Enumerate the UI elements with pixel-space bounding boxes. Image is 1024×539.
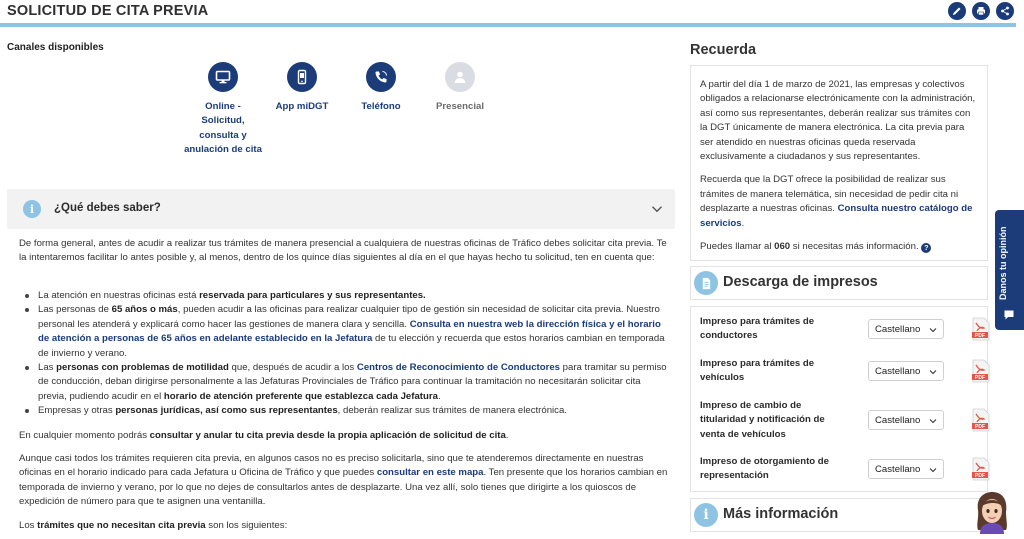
canal-app-midgt[interactable] (262, 62, 342, 114)
svg-text:PDF: PDF (975, 332, 985, 339)
que-debes-saber-accordion[interactable] (7, 189, 675, 229)
feedback-tab[interactable] (995, 210, 1024, 330)
consultar-mapa-link[interactable]: consultar en este mapa (376, 467, 484, 479)
person-icon (452, 69, 468, 85)
consultar-paragraph: En cualquier momento podrás consultar y anular tu cita previa desde la propia aplicación de solicitud de cita. (19, 430, 509, 441)
chevron-down-icon (929, 368, 937, 376)
impreso-name: Impreso de cambio de titularidad y notificación de venta de vehículos (700, 400, 825, 440)
main-content (0, 28, 680, 539)
info-icon: i (23, 200, 41, 218)
sidebar (690, 28, 990, 539)
canal-telefono-label: Teléfono (361, 101, 401, 112)
feedback-label: Danos tu opinión (998, 226, 1008, 300)
header-divider (0, 23, 1016, 27)
list-item: Las personas con problemas de motilidad que, después de acudir a los Centros de Reconocimiento de Conductores para tramitar su permiso de conducción, deban dirigirse personalmente a las Jefaturas Provinciales de Tráfico para continuar la tramitación no necesitarán solicitar cita previa, pudiendo acudir en el horario de atención preferente que establezca cada Jefatura. (19, 361, 669, 404)
page-header (0, 0, 1024, 26)
language-select[interactable]: Castellano (868, 319, 944, 339)
intro-paragraph: De forma general, antes de acudir a realizar tus trámites de manera presencial a cualquiera de nuestras oficinas de Tráfico debes solicitar cita previa. Te la intentaremos facilitar lo antes posible y, al menos, dentro de los quince días siguientes al día en el que hayas hecho tu solicitud, ten en cuenta que: (19, 238, 667, 264)
pdf-icon (970, 408, 992, 432)
edit-button[interactable] (948, 2, 966, 20)
canal-presencial-label: Presencial (435, 101, 484, 112)
print-icon (976, 6, 986, 16)
monitor-icon (215, 69, 231, 85)
pdf-icon (970, 317, 992, 341)
canal-online-label: Online - Solicitud, consulta y anulación de cita (184, 101, 262, 156)
chat-bubble-icon (1003, 309, 1015, 321)
descarga-title: Descarga de impresos (723, 274, 878, 290)
tramites-paragraph: Los trámites que no necesitan cita previa son los siguientes: (19, 520, 288, 531)
page-title: SOLICITUD DE CITA PREVIA (7, 3, 209, 19)
catalogo-servicios-link[interactable]: Consulta nuestro catálogo de servicios (700, 203, 973, 229)
recuerda-paragraph: Recuerda que la DGT ofrece la posibilidad de realizar sus trámites de manera telemática, sin necesidad de pedir cita ni desplazarte a nuestras oficinas. Consulta nuestro catálogo de servicios. (700, 174, 973, 229)
virtual-assistant-avatar[interactable] (972, 490, 1012, 534)
recuerda-paragraph: A partir del día 1 de marzo de 2021, las empresas y colectivos obligados a relacionarse electrónicamente con la administración, así como sus representantes, deberán realizar sus trámites con la DGT únicamente de manera electrónica. La cita previa para ser atendido en nuestras oficinas queda reservada exclusivamente a ciudadanos y sus representantes. (700, 79, 976, 163)
assistant-avatar-icon (972, 490, 1012, 534)
mas-informacion-title: Más información (723, 506, 839, 522)
canal-app-label: App miDGT (275, 101, 329, 112)
svg-text:PDF: PDF (975, 374, 985, 381)
canal-presencial (420, 62, 500, 114)
share-icon (1000, 6, 1010, 16)
svg-text:PDF: PDF (975, 472, 985, 479)
canal-telefono[interactable] (341, 62, 421, 114)
language-select[interactable]: Castellano (868, 459, 944, 479)
pdf-download-button[interactable] (970, 457, 992, 481)
chevron-down-icon (929, 466, 937, 474)
pdf-download-button[interactable] (970, 359, 992, 383)
recuerda-box (690, 65, 988, 261)
chevron-down-icon (929, 417, 937, 425)
accordion-title: ¿Qué debes saber? (54, 202, 161, 214)
language-select[interactable]: Castellano (868, 410, 944, 430)
impreso-name: Impreso para trámites de conductores (700, 316, 815, 342)
print-button[interactable] (972, 2, 990, 20)
descarga-header (690, 266, 988, 300)
phone-icon (373, 69, 389, 85)
info-icon: i (694, 503, 718, 527)
svg-text:PDF: PDF (975, 423, 985, 430)
pdf-icon (970, 457, 992, 481)
help-icon[interactable]: ? (921, 243, 931, 253)
list-item: Las personas de 65 años o más, pueden acudir a las oficinas para realizar cualquier tipo de gestión sin necesidad de solicitar cita previa. Nuestro personal les atenderá y explicará como hacer las gestiones de manera clara y sencilla. Consulta en nuestra web la dirección física y el horario de atención a personas de 65 años en adelante establecido en la Jefatura de tu elección y recuerda que estos horarios cambian en temporada de invierno y verano. (19, 303, 669, 361)
pdf-download-button[interactable] (970, 408, 992, 432)
chevron-down-icon (651, 203, 663, 215)
pencil-icon (952, 6, 962, 16)
mas-informacion-header[interactable] (690, 498, 988, 532)
language-select[interactable]: Castellano (868, 361, 944, 381)
pdf-icon (970, 359, 992, 383)
canales-title: Canales disponibles (7, 42, 104, 53)
impreso-name: Impreso para trámites de vehículos (700, 358, 815, 384)
list-item: Empresas y otras personas jurídicas, así como sus representantes, deberán realizar sus trámites de manera electrónica. (19, 404, 669, 418)
canal-online[interactable] (183, 62, 263, 158)
document-icon (694, 271, 718, 295)
chevron-down-icon (929, 326, 937, 334)
impreso-name: Impreso de otorgamiento de representación (700, 456, 830, 482)
centros-reconocimiento-link[interactable]: Centros de Reconocimiento de Conductores (356, 362, 560, 374)
horario-65-link[interactable]: Consulta en nuestra web la dirección física y el horario de atención a personas de 65 años en adelante establecido en la Jefatura (38, 318, 661, 345)
mobile-app-icon (294, 69, 310, 85)
share-button[interactable] (996, 2, 1014, 20)
pdf-download-button[interactable] (970, 317, 992, 341)
recuerda-title: Recuerda (690, 42, 757, 58)
recuerda-paragraph: Puedes llamar al 060 si necesitas más información. ? (700, 240, 978, 254)
sin-cita-paragraph: Aunque casi todos los trámites requieren cita previa, en algunos casos no es preciso solicitarla, sino que te atenderemos directamente en nuestras oficinas en el horario indicado para cada Jefatura u Oficina de Tráfico y que puedes consultar en este mapa. Ten presente que los horarios cambian en temporada de invierno y verano, por lo que no dejes de consultarlos antes de desplazarte. Una vez allí, solo tienes que dirigirte a los quioscos de expedición de número para que te asignen una ventanilla. (19, 453, 668, 508)
impresos-list (690, 306, 988, 492)
info-list (19, 289, 669, 419)
list-item: La atención en nuestras oficinas está reservada para particulares y sus representantes. (19, 289, 669, 303)
